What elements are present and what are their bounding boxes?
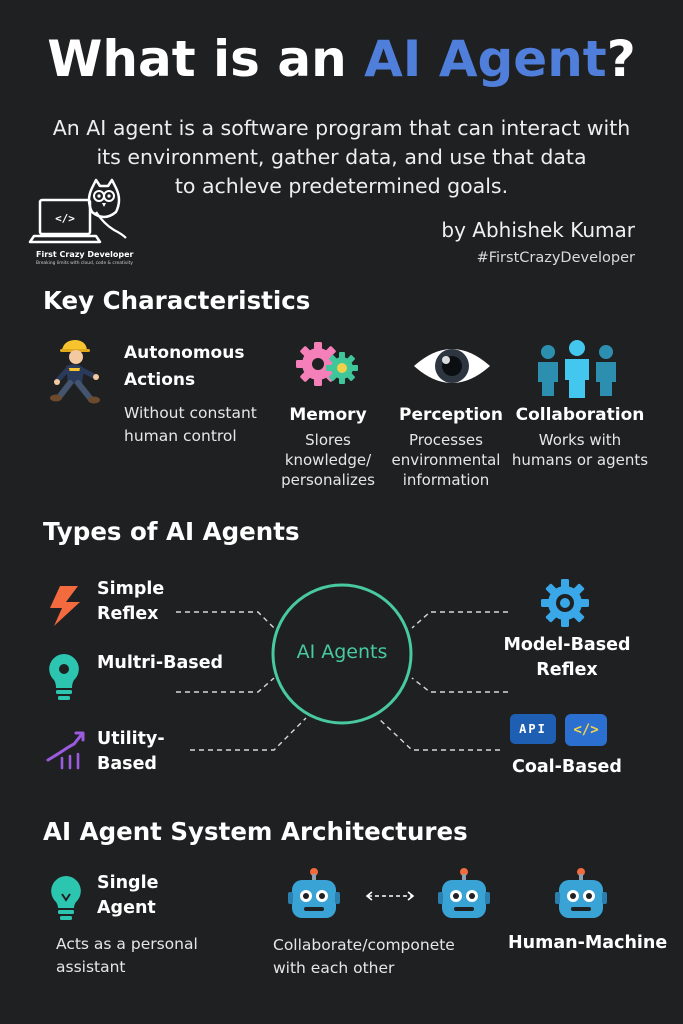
lightning-icon — [46, 584, 84, 628]
label-line: Simple — [97, 579, 165, 599]
type-label-utility-based — [97, 727, 165, 777]
logo-laptop-owl-icon — [34, 178, 130, 248]
title-suffix: ? — [606, 30, 636, 88]
title-line: Agent — [97, 898, 156, 918]
desc-line: information — [402, 471, 490, 489]
characteristic-desc-collaboration — [508, 430, 652, 470]
title-prefix: What is an — [47, 30, 365, 88]
title-accent: AI Agent — [364, 30, 607, 88]
desc-line: with each other — [273, 959, 395, 977]
two-robots-icon — [288, 866, 494, 924]
characteristic-desc-memory — [272, 430, 384, 490]
intro-line: An AI agent is a software program that can interact with — [52, 116, 631, 140]
logo-name: First Crazy Developer — [36, 250, 134, 259]
label-line: Reflex — [97, 604, 159, 624]
type-label-simple-reflex — [97, 577, 164, 627]
title-line: Actions — [124, 370, 196, 390]
running-worker-icon — [46, 338, 106, 406]
desc-line: knowledge/ — [284, 451, 372, 469]
characteristic-desc-autonomous — [124, 402, 257, 448]
type-label-multri-based: Multri-Based — [97, 653, 224, 673]
svg-text:</>: </> — [55, 212, 75, 225]
desc-line: personalizes — [281, 471, 375, 489]
title-line: Single — [97, 873, 159, 893]
desc-line: Works with — [538, 431, 622, 449]
people-group-icon — [534, 338, 620, 400]
desc-line: human control — [124, 427, 237, 445]
label-line: Reflex — [536, 660, 598, 680]
desc-line: Collaborate/componete — [273, 936, 455, 954]
gear-icon — [540, 578, 590, 628]
desc-line: Acts as a personal — [56, 935, 198, 953]
label-line: Model-Based — [503, 635, 631, 655]
label-line: Based — [97, 754, 157, 774]
hashtag: #FirstCrazyDeveloper — [476, 250, 635, 266]
label-line: Utility- — [97, 729, 165, 749]
lightbulb-icon — [46, 652, 82, 702]
arch-title-single-agent — [97, 871, 158, 921]
section-heading-characteristics: Key Characteristics — [43, 286, 311, 315]
desc-line: Slores — [305, 431, 351, 449]
type-label-coal-based: Coal-Based — [512, 757, 622, 777]
section-heading-types: Types of AI Agents — [43, 517, 300, 546]
characteristic-title-autonomous — [124, 340, 244, 394]
arch-desc-collaborate — [273, 934, 455, 980]
code-badge: </> — [565, 714, 607, 746]
desc-line: humans or agents — [511, 451, 649, 469]
characteristic-title-collaboration: Collaboration — [515, 405, 645, 425]
desc-line: environmental — [391, 451, 501, 469]
desc-line: Processes — [409, 431, 483, 449]
characteristic-title-perception: Perception — [399, 405, 503, 425]
eye-icon — [412, 340, 492, 392]
page-title — [0, 30, 683, 88]
desc-line: assistant — [56, 958, 126, 976]
chart-trend-icon — [44, 730, 86, 770]
arch-desc-single-agent — [56, 933, 198, 979]
characteristic-title-memory: Memory — [289, 405, 367, 425]
author-byline: by Abhishek Kumar — [441, 218, 635, 242]
type-label-model-based-reflex — [500, 633, 634, 683]
title-line: Autonomous — [124, 343, 245, 363]
arch-title-human-machine: Human-Machine — [508, 933, 668, 953]
gears-icon — [296, 338, 362, 394]
api-badge: API — [510, 714, 556, 744]
types-hub-label: AI Agents — [296, 641, 388, 663]
lightbulb-icon — [48, 874, 84, 922]
section-heading-architectures: AI Agent System Architectures — [43, 817, 468, 846]
desc-line: Without constant — [124, 404, 257, 422]
robot-right — [438, 868, 490, 918]
logo-tagline: Breaking limits with cloud, code & creativity — [36, 261, 133, 266]
intro-line: to achleve predetermined goals. — [174, 174, 509, 198]
robot-left — [288, 868, 340, 918]
characteristic-desc-perception — [386, 430, 506, 490]
robot-icon — [555, 866, 607, 924]
intro-line: its environment, gather data, and use that data — [96, 145, 587, 169]
